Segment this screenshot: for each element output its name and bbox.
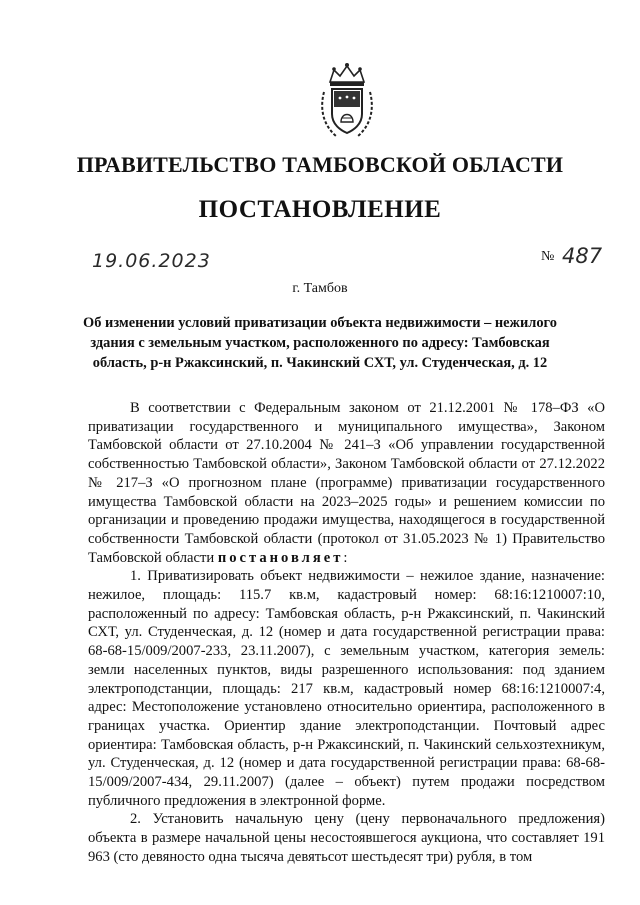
number-label: № bbox=[541, 249, 555, 264]
preamble-colon: : bbox=[343, 549, 348, 566]
document-number: 487 bbox=[562, 244, 603, 268]
preamble-paragraph bbox=[88, 399, 605, 567]
government-title: ПРАВИТЕЛЬСТВО ТАМБОВСКОЙ ОБЛАСТИ bbox=[76, 152, 564, 177]
item-1-paragraph: 1. Приватизировать объект недвижимости – нежилое здание, назначение: нежилое, площадь: 115.7 кв.м, кадастровый номер: 68:16:1210007:10, расположенный по адресу: Тамбовская область, р-н Ржаксинский, п. Чакинский СХТ, ул. Студенческая, д. 12 (номер и дата государственной регистрации права: 68-68-15/009/2007-233, 23.11.2007), с земельным участком, категория земель: земли населенных пунктов, виды разрешенного использования: под зданием электроподстанции, площадь: 217 кв.м, кадастровый номер 68:16:1210007:4, адрес: Местоположение установлено относительно ориентира, расположенного в границах участка. Ориентир здание электроподстанции. Почтовый адрес ориентира: Тамбовская область, р-н Ржаксинский, п. Чакинский сельхозтехникум, ул. Студенческая, д. 12 (номер и дата государственной регистрации права: 68-68-15/009/2007-434, 29.11.2007) (далее – объект) путем продажи посредством публичного предложения в электронной форме. bbox=[88, 568, 605, 809]
document-type-title: ПОСТАНОВЛЕНИЕ bbox=[198, 196, 442, 223]
coat-of-arms-emblem bbox=[318, 62, 376, 142]
document-body bbox=[88, 399, 605, 867]
city-line: г. Тамбов bbox=[292, 281, 348, 296]
resolution-word: постановляет bbox=[217, 549, 344, 566]
document-subject: Об изменении условий приватизации объекта недвижимости – нежилого здания с земельным участком, расположенного по адресу: Тамбовская область, р-н Ржаксинский, п. Чакинский СХТ, ул. Студенческая, д. 12 bbox=[83, 315, 557, 371]
document-date: 19.06.2023 bbox=[92, 250, 211, 272]
item-2-paragraph: 2. Установить начальную цену (цену первоначального предложения) объекта в размере начальной цены несостоявшегося аукциона, что составляет 191 963 (сто девяносто одна тысяча девятьсот шестьдесят три) рубля, в том bbox=[88, 811, 605, 865]
preamble-text: В соответствии с Федеральным законом от 21.12.2001 № 178–ФЗ «О приватизации государственного и муниципального имущества», Законом Тамбовской области от 27.10.2004 № 241–З «Об управлении государственной собственностью Тамбовской области», Законом Тамбовской области от 27.12.2022 № 217–З «О прогнозном плане (программе) приватизации государственного имущества Тамбовской области на 2023–2025 годы» и решением комиссии по организации и проведению продажи имущества, находящегося в государственной собственности Тамбовской области (протокол от 31.05.2023 № 1) Правительство Тамбовской области bbox=[88, 400, 605, 566]
